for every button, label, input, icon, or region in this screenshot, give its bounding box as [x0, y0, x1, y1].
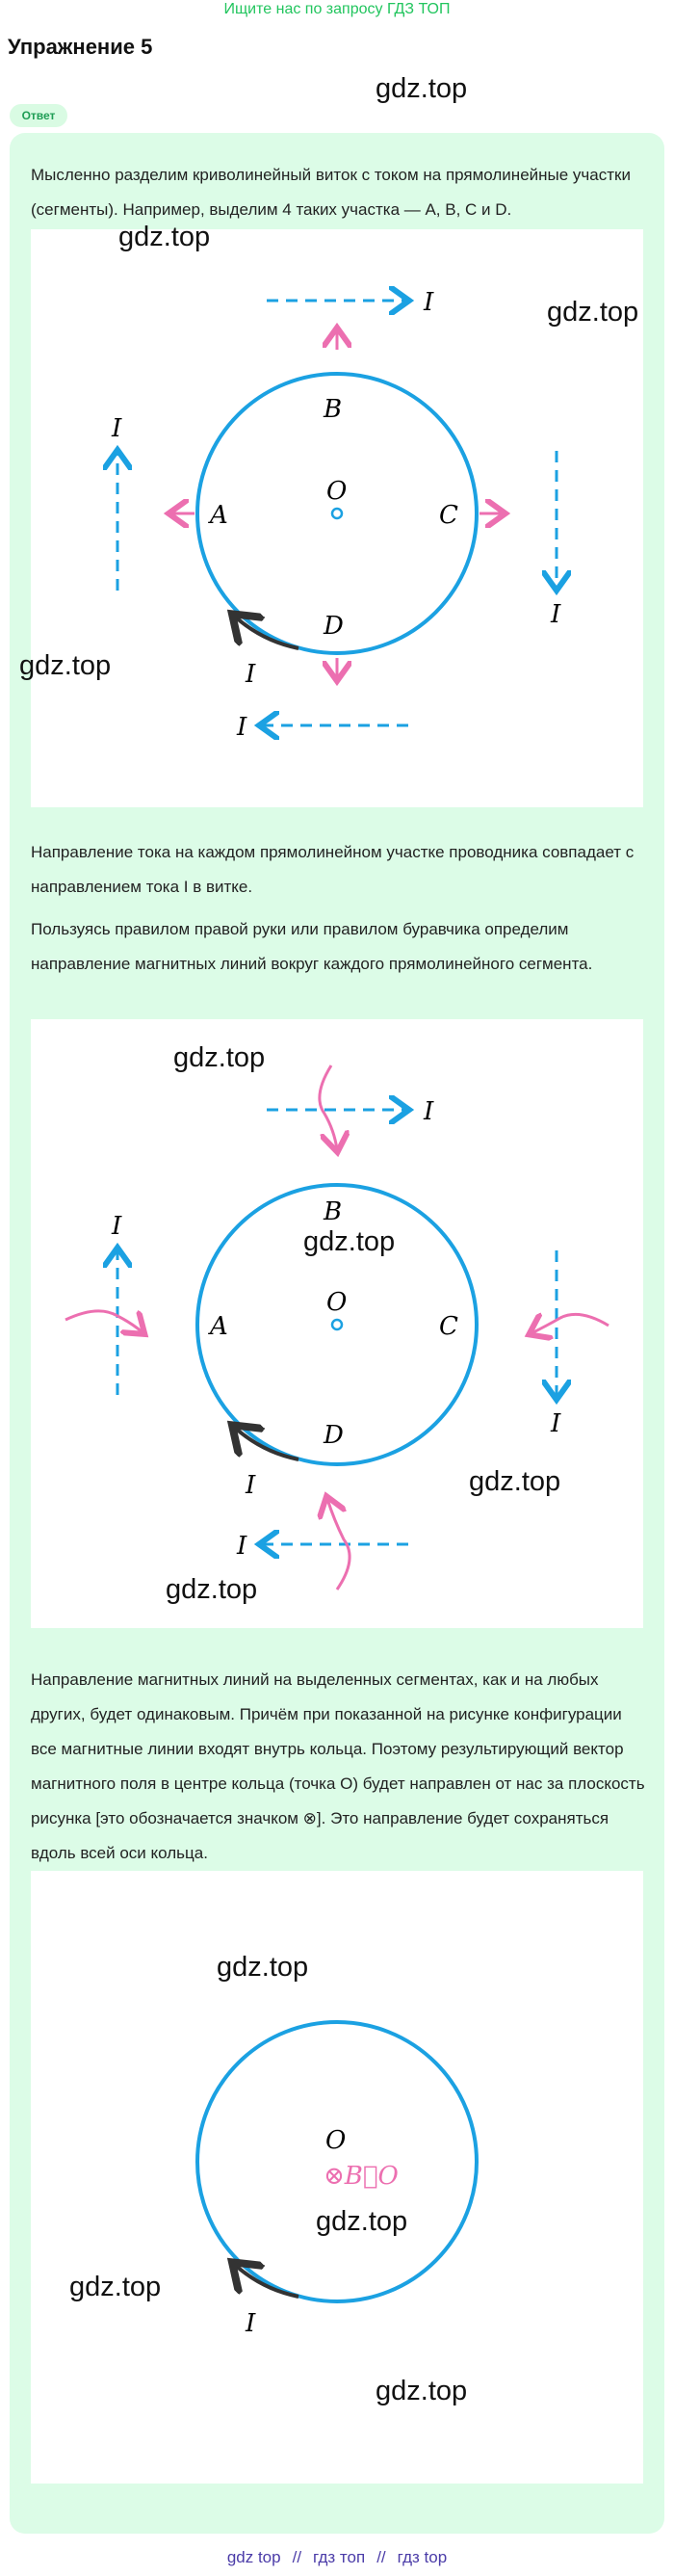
label-i-loop: I	[246, 2309, 256, 2338]
footer-link-1[interactable]: gdz top	[226, 2548, 281, 2566]
watermark: gdz.top	[166, 1574, 258, 1605]
footer-separator: //	[292, 2548, 302, 2566]
watermark: gdz.top	[118, 222, 211, 252]
label-i-loop: I	[246, 660, 256, 689]
top-banner[interactable]: Ищите нас по запросу ГДЗ ТОП	[223, 1, 451, 17]
label-d: D	[324, 612, 344, 641]
label-o: O	[326, 1288, 348, 1317]
answer-badge: Ответ	[10, 104, 67, 127]
label-c: C	[439, 1312, 458, 1341]
footer-links	[0, 2548, 674, 2567]
watermark: gdz.top	[547, 297, 639, 328]
paragraph-2: Направление тока на каждом прямолинейном участке проводника совпадает с направлением тока I в витке.	[31, 843, 635, 896]
center-point	[332, 509, 342, 518]
label-o: O	[326, 477, 348, 506]
label-bo: ⊗B⃗O	[324, 2162, 399, 2191]
label-a: A	[210, 1312, 228, 1341]
figure-3-svg	[31, 1871, 643, 2484]
label-i-top: I	[424, 288, 434, 317]
label-i-right: I	[551, 600, 561, 629]
field-line-right	[531, 1314, 609, 1333]
watermark: gdz.top	[217, 1952, 309, 1983]
label-i-right: I	[551, 1409, 561, 1438]
watermark: gdz.top	[19, 650, 112, 681]
label-i-top: I	[424, 1097, 434, 1126]
label-i-left: I	[112, 414, 122, 443]
label-d: D	[324, 1421, 344, 1450]
paragraph-1: Мысленно разделим криволинейный виток с током на прямолинейные участки (сегменты). Например, выделим 4 таких участка — A, B, C и D.	[31, 166, 631, 219]
label-i-loop: I	[246, 1471, 256, 1500]
label-a: A	[210, 501, 228, 530]
label-o: O	[325, 2126, 347, 2155]
paragraph-3: Пользуясь правилом правой руки или правилом буравчика определим направление магнитных линий вокруг каждого прямолинейного сегмента.	[31, 920, 593, 973]
label-i-left: I	[112, 1212, 122, 1241]
label-c: C	[439, 501, 458, 530]
page-title: Упражнение 5	[8, 35, 153, 59]
figure-3	[31, 1871, 643, 2484]
label-i-bottom: I	[237, 713, 247, 742]
figure-2-svg	[31, 1019, 643, 1628]
label-b: B	[324, 1197, 343, 1226]
watermark: gdz.top	[69, 2272, 162, 2302]
field-line-top	[320, 1065, 337, 1149]
label-i-bottom: I	[237, 1532, 247, 1561]
watermark: gdz.top	[173, 1042, 266, 1073]
watermark: gdz.top	[376, 73, 468, 104]
watermark: gdz.top	[316, 2206, 408, 2237]
footer-link-3[interactable]: гдз top	[397, 2548, 448, 2566]
figure-2	[31, 1019, 643, 1628]
label-b: B	[324, 395, 343, 424]
paragraph-4: Направление магнитных линий на выделенных сегментах, как и на любых других, будет одинаковым. Причём при показанной на рисунке конфигурации все магнитные линии входят внутрь кольца. Поэтому результирующий вектор магнитного поля в центре кольца (точка O) будет направлен от нас за плоскость рисунка [это обозначается значком ⊗]. Это направление будет сохраняться вдоль всей оси кольца.	[31, 1670, 645, 1862]
footer-link-2[interactable]: гдз топ	[313, 2548, 366, 2566]
watermark: gdz.top	[469, 1466, 561, 1497]
center-point	[332, 1320, 342, 1329]
watermark: gdz.top	[303, 1226, 396, 1257]
footer-separator: //	[376, 2548, 386, 2566]
field-line-left	[65, 1311, 143, 1332]
watermark: gdz.top	[376, 2376, 468, 2406]
